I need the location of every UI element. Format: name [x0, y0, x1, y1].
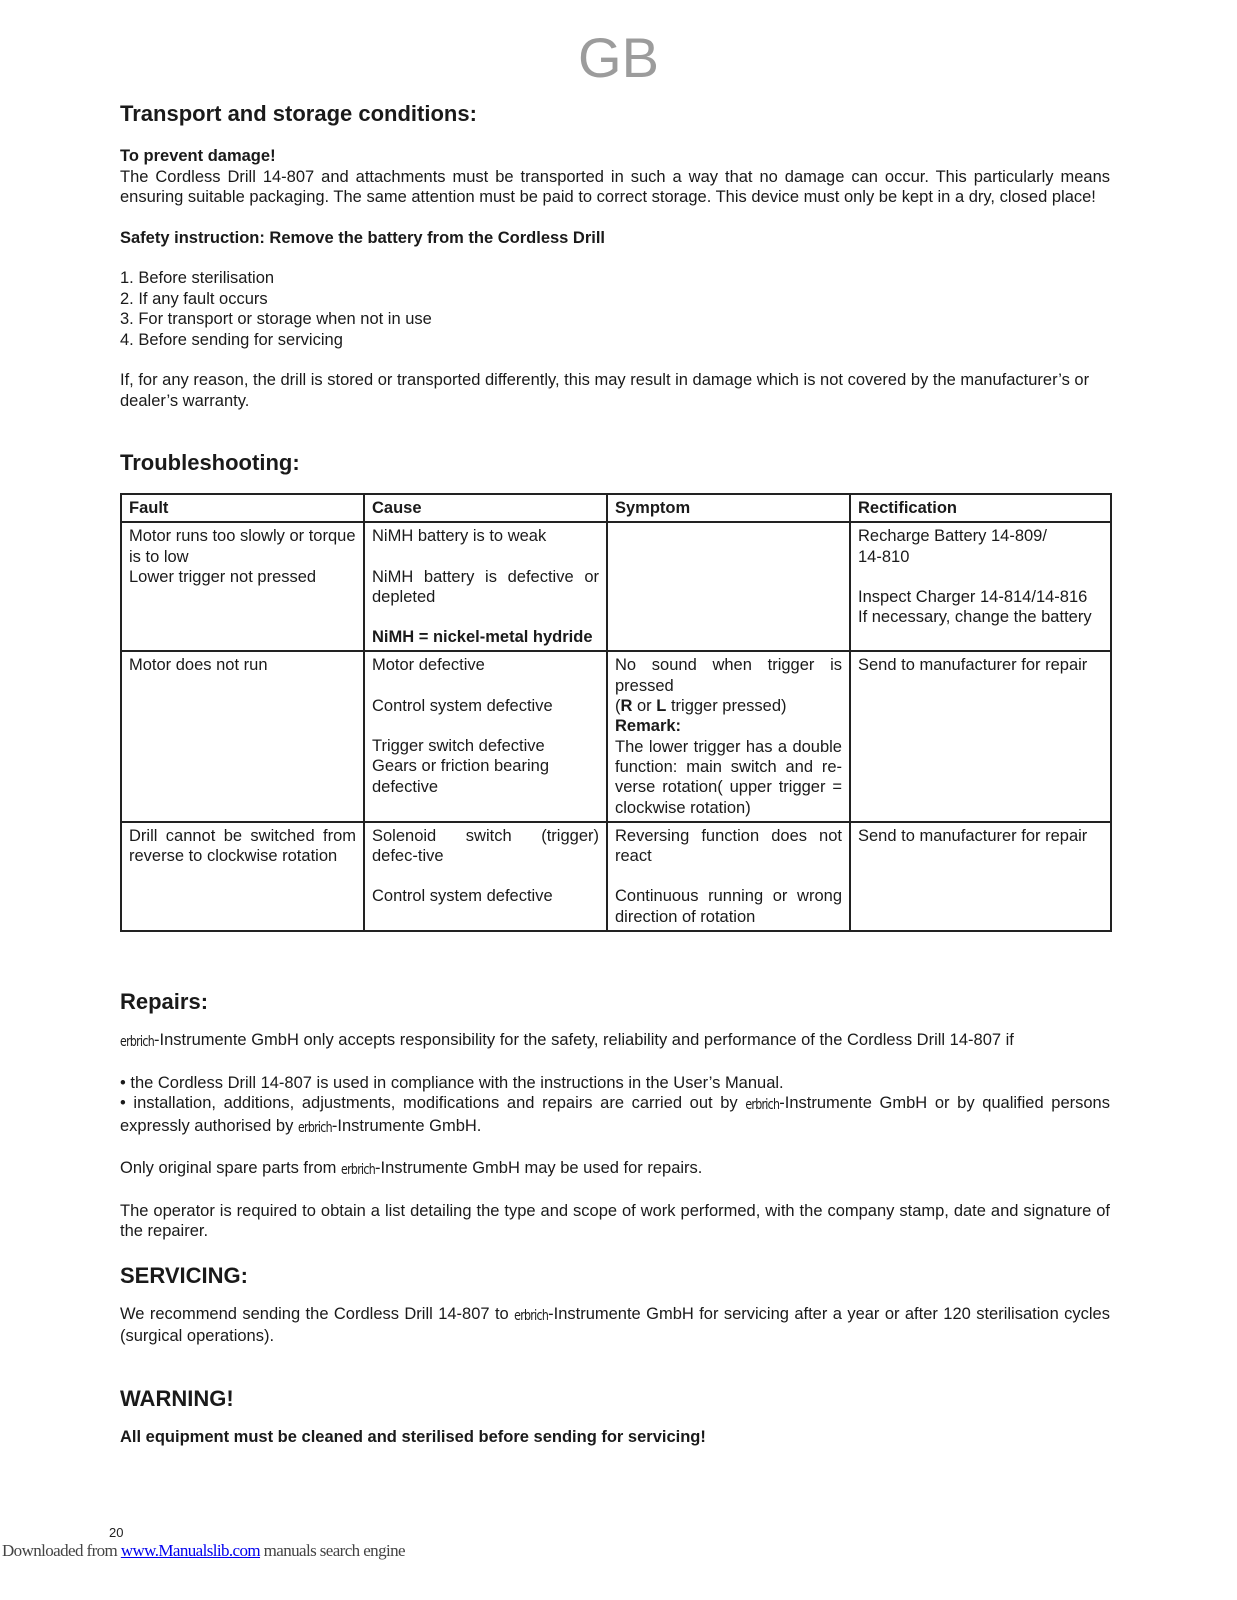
download-footer [2, 1541, 405, 1562]
warranty-note: If, for any reason, the drill is stored or transported differently, this may result in damage which is not covered by the manufacturer’s or dealer’s warranty. [120, 371, 1090, 410]
rectification-text: Send to manufacturer for repair [858, 826, 1088, 845]
rectification-text: If necessary, change the battery [858, 608, 1092, 627]
symptom-cell [607, 822, 850, 931]
servicing-text [120, 1304, 1110, 1347]
brand-logo: erbrich [341, 1160, 375, 1178]
repairs-bullet-text: • installation, additions, adjustments, modifications and repairs are carried out by [120, 1094, 746, 1113]
servicing-text-part: We recommend sending the Cordless Drill 14-807 to [120, 1304, 515, 1323]
rectification-text: 14-810 [858, 547, 910, 566]
cause-text: NiMH battery is defective or depleted [372, 567, 599, 606]
troubleshooting-title: Troubleshooting: [120, 450, 300, 475]
warning-text: All equipment must be cleaned and sterilised before sending for servicing! [120, 1427, 706, 1446]
column-header-cause: Cause [364, 494, 607, 522]
language-code: GB [578, 26, 659, 89]
rectification-text: Recharge Battery 14-809/ [858, 527, 1047, 546]
cause-text: Motor defective [372, 656, 485, 675]
r-trigger-label: R [620, 697, 633, 716]
symptom-text: The lower trigger has a double function: main switch and re-verse rotation( upper trigger = clockwise rotation) [615, 737, 842, 817]
repairs-intro-text: -Instrumente GmbH only accepts responsibility for the safety, reliability and performance of the Cordless Drill 14-807 if [153, 1031, 1014, 1050]
repairs-bullet-text: -Instrumente GmbH or by qualified persons expressly authorised by [120, 1094, 1110, 1135]
table-row [121, 822, 1111, 931]
remark-label: Remark: [615, 717, 682, 736]
cause-text: Solenoid switch (trigger) defec-tive [372, 826, 599, 866]
symptom-cell [607, 651, 850, 821]
repairs-title: Repairs: [120, 989, 209, 1015]
trigger-pressed-text: trigger pressed) [666, 697, 787, 716]
rectification-text: Inspect Charger 14-814/14-816 [858, 587, 1088, 606]
fault-text: Drill cannot be switched from reverse to clockwise rotation [129, 826, 356, 866]
brand-logo: erbrich [297, 1118, 332, 1136]
spare-parts-note [120, 1158, 1110, 1181]
symptom-text: Reversing function does not react [615, 826, 842, 866]
rectification-cell [850, 522, 1111, 651]
page-number: 20 [109, 1525, 124, 1540]
spare-parts-text: Only original spare parts from [120, 1159, 342, 1178]
column-header-fault: Fault [121, 494, 364, 522]
cause-text: Gears or friction bearing defective [372, 757, 549, 796]
or-text: or [632, 697, 657, 716]
table-header-row [121, 494, 1111, 522]
repairs-bullet: • the Cordless Drill 14-807 is used in compliance with the instructions in the User’s Manual. [120, 1073, 784, 1092]
list-item: 1. Before sterilisation [120, 269, 275, 287]
transport-title: Transport and storage conditions: [120, 101, 477, 126]
troubleshooting-table [120, 493, 1112, 932]
symptom-cell [607, 522, 850, 651]
rectification-cell [850, 651, 1111, 821]
symptom-text [615, 696, 842, 716]
column-header-symptom: Symptom [607, 494, 850, 522]
repairs-bullet-text: -Instrumente GmbH. [331, 1116, 482, 1135]
warning-title: WARNING! [120, 1385, 234, 1411]
safety-instruction-heading: Safety instruction: Remove the battery from the Cordless Drill [120, 228, 606, 247]
safety-steps-list [120, 268, 1110, 350]
fault-text: Motor does not run [129, 656, 268, 675]
symptom-text: Continuous running or wrong direction of rotation [615, 887, 842, 926]
fault-text: Lower trigger not pressed [129, 567, 317, 586]
l-trigger-label: L [656, 697, 667, 716]
downloaded-from-text: Downloaded from [2, 1541, 121, 1560]
column-header-rectification: Rectification [850, 494, 1111, 522]
cause-text: NiMH = nickel-metal hydride [372, 628, 593, 647]
table-row [121, 651, 1111, 821]
symptom-text: No sound when trigger is pressed [615, 656, 842, 695]
fault-cell [121, 822, 364, 931]
spare-parts-text: -Instrumente GmbH may be used for repairs. [375, 1159, 703, 1178]
table-row [121, 522, 1111, 651]
repairs-bullet [120, 1093, 1110, 1138]
brand-logo: erbrich [745, 1095, 780, 1113]
fault-text: Motor runs too slowly or torque is to low [129, 527, 356, 566]
search-engine-text: manuals search engine [260, 1541, 405, 1560]
list-item: 4. Before sending for servicing [120, 330, 343, 349]
page-content [120, 100, 1110, 1447]
paren-text: ( [615, 697, 621, 716]
operator-note: The operator is required to obtain a list detailing the type and scope of work performed, with the company stamp, date and signature of the repairer. [120, 1201, 1110, 1241]
cause-cell [364, 522, 607, 651]
cause-text: Trigger switch defective [372, 737, 545, 756]
servicing-text-part: -Instrumente GmbH for servicing after a year or after 120 sterilisation cycles (surgical operations). [120, 1304, 1110, 1346]
transport-body: The Cordless Drill 14-807 and attachments must be transported in such a way that no damage can occur. This particularly means ensuring suitable packaging. The same attention must be paid to correct storage. This device must only be kept in a dry, closed place! [120, 167, 1110, 206]
servicing-title: SERVICING: [120, 1262, 248, 1288]
repairs-intro [120, 1030, 1110, 1053]
rectification-cell [850, 822, 1111, 931]
list-item: 3. For transport or storage when not in use [120, 310, 432, 328]
rectification-text: Send to manufacturer for repair [858, 656, 1088, 675]
list-item: 2. If any fault occurs [120, 289, 268, 308]
manualslib-link[interactable]: www.Manualslib.com [120, 1541, 261, 1560]
brand-logo: erbrich [514, 1306, 549, 1324]
cause-text: Control system defective [372, 696, 553, 715]
cause-text: Control system defective [372, 887, 553, 906]
fault-cell [121, 651, 364, 821]
cause-cell [364, 822, 607, 931]
brand-logo: erbrich [120, 1032, 154, 1050]
prevent-damage-heading: To prevent damage! [120, 147, 276, 165]
cause-cell [364, 651, 607, 821]
cause-text: NiMH battery is to weak [372, 527, 547, 546]
fault-cell [121, 522, 364, 651]
